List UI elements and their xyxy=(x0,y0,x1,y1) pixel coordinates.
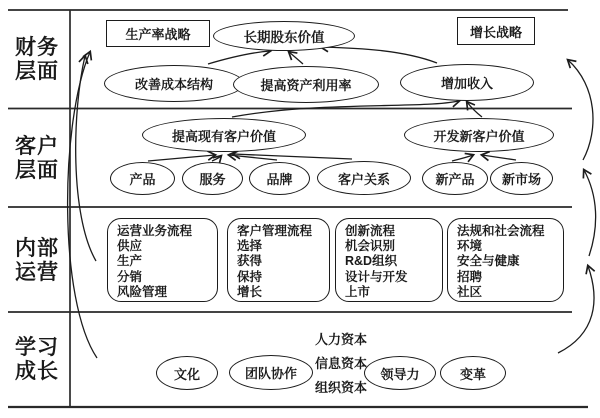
organization-capital-label: 组织资本 xyxy=(315,380,368,395)
brand-node: 品牌 xyxy=(249,162,310,195)
change-node: 变革 xyxy=(440,356,506,390)
operations-process-box xyxy=(107,218,218,302)
arrow-relationship-to-existing xyxy=(233,154,352,159)
develop-new-customer-value-node: 开发新客户价值 xyxy=(404,118,554,152)
process-title: 客户管理流程 xyxy=(237,224,313,238)
leadership-node: 领导力 xyxy=(364,356,436,390)
customer-relationship-node: 客户关系 xyxy=(317,161,411,195)
process-item: 机会识别 xyxy=(345,239,396,254)
arrow-newmarket-to-newvalue xyxy=(482,155,516,160)
layer-label-financial: 财务层面 xyxy=(15,36,59,83)
new-market-node: 新市场 xyxy=(490,162,553,195)
growth-strategy-box: 增长战略 xyxy=(457,17,535,45)
process-item: 上市 xyxy=(345,284,371,299)
human-capital-label: 人力资本 xyxy=(315,332,368,347)
process-item: 获得 xyxy=(237,254,263,269)
arrow-newvalue-to-revenue xyxy=(467,102,482,117)
culture-node: 文化 xyxy=(156,356,218,390)
process-title: 法规和社会流程 xyxy=(457,224,545,238)
process-item: 招聘 xyxy=(457,269,483,284)
process-item: R&D组织 xyxy=(345,254,398,269)
layer-label-internal: 内部运营 xyxy=(15,237,59,284)
process-item: 供应 xyxy=(117,239,143,254)
process-title: 运营业务流程 xyxy=(117,224,193,238)
arrow-product-to-existing xyxy=(148,155,215,161)
arrow-revenue-to-value xyxy=(321,47,437,63)
process-item: 生产 xyxy=(117,254,143,269)
process-item: 设计与开发 xyxy=(345,269,408,284)
arrow-cost-to-value xyxy=(208,51,270,64)
process-item: 分销 xyxy=(117,269,143,284)
process-item: 选择 xyxy=(237,239,263,254)
improve-cost-structure-node: 改善成本结构 xyxy=(104,65,244,102)
process-item: 风险管理 xyxy=(117,284,168,299)
layer-label-customer: 客户层面 xyxy=(15,135,59,182)
customer-management-process-box xyxy=(227,218,330,302)
innovation-process-box xyxy=(335,218,443,302)
product-node: 产品 xyxy=(110,162,175,195)
arrow-right-internal-to-customer xyxy=(584,170,596,256)
new-product-node: 新产品 xyxy=(422,162,488,195)
arrow-asset-to-value xyxy=(289,52,303,64)
layer-label-learning: 学习成长 xyxy=(15,336,59,383)
process-item: 安全与健康 xyxy=(457,254,520,269)
regulatory-social-process-box xyxy=(447,218,564,302)
productivity-strategy-box: 生产率战略 xyxy=(106,20,210,47)
arrow-right-customer-to-financial xyxy=(568,60,593,160)
process-title: 创新流程 xyxy=(345,224,396,238)
capitals-list xyxy=(315,328,367,400)
long-term-shareholder-value-node: 长期股东价值 xyxy=(213,21,355,51)
service-node: 服务 xyxy=(182,162,243,195)
process-item: 环境 xyxy=(457,239,483,254)
teamwork-node: 团队协作 xyxy=(229,355,313,390)
process-item: 增长 xyxy=(237,284,263,299)
process-item: 社区 xyxy=(457,284,483,299)
arrow-service-to-existing xyxy=(212,156,221,161)
information-capital-label: 信息资本 xyxy=(315,356,368,371)
increase-revenue-node: 增加收入 xyxy=(400,64,534,101)
process-item: 保持 xyxy=(237,269,263,284)
increase-asset-utilization-node: 提高资产利用率 xyxy=(233,66,379,103)
enhance-existing-customer-value-node: 提高现有客户价值 xyxy=(142,118,306,152)
arrow-newproduct-to-newvalue xyxy=(452,155,473,161)
